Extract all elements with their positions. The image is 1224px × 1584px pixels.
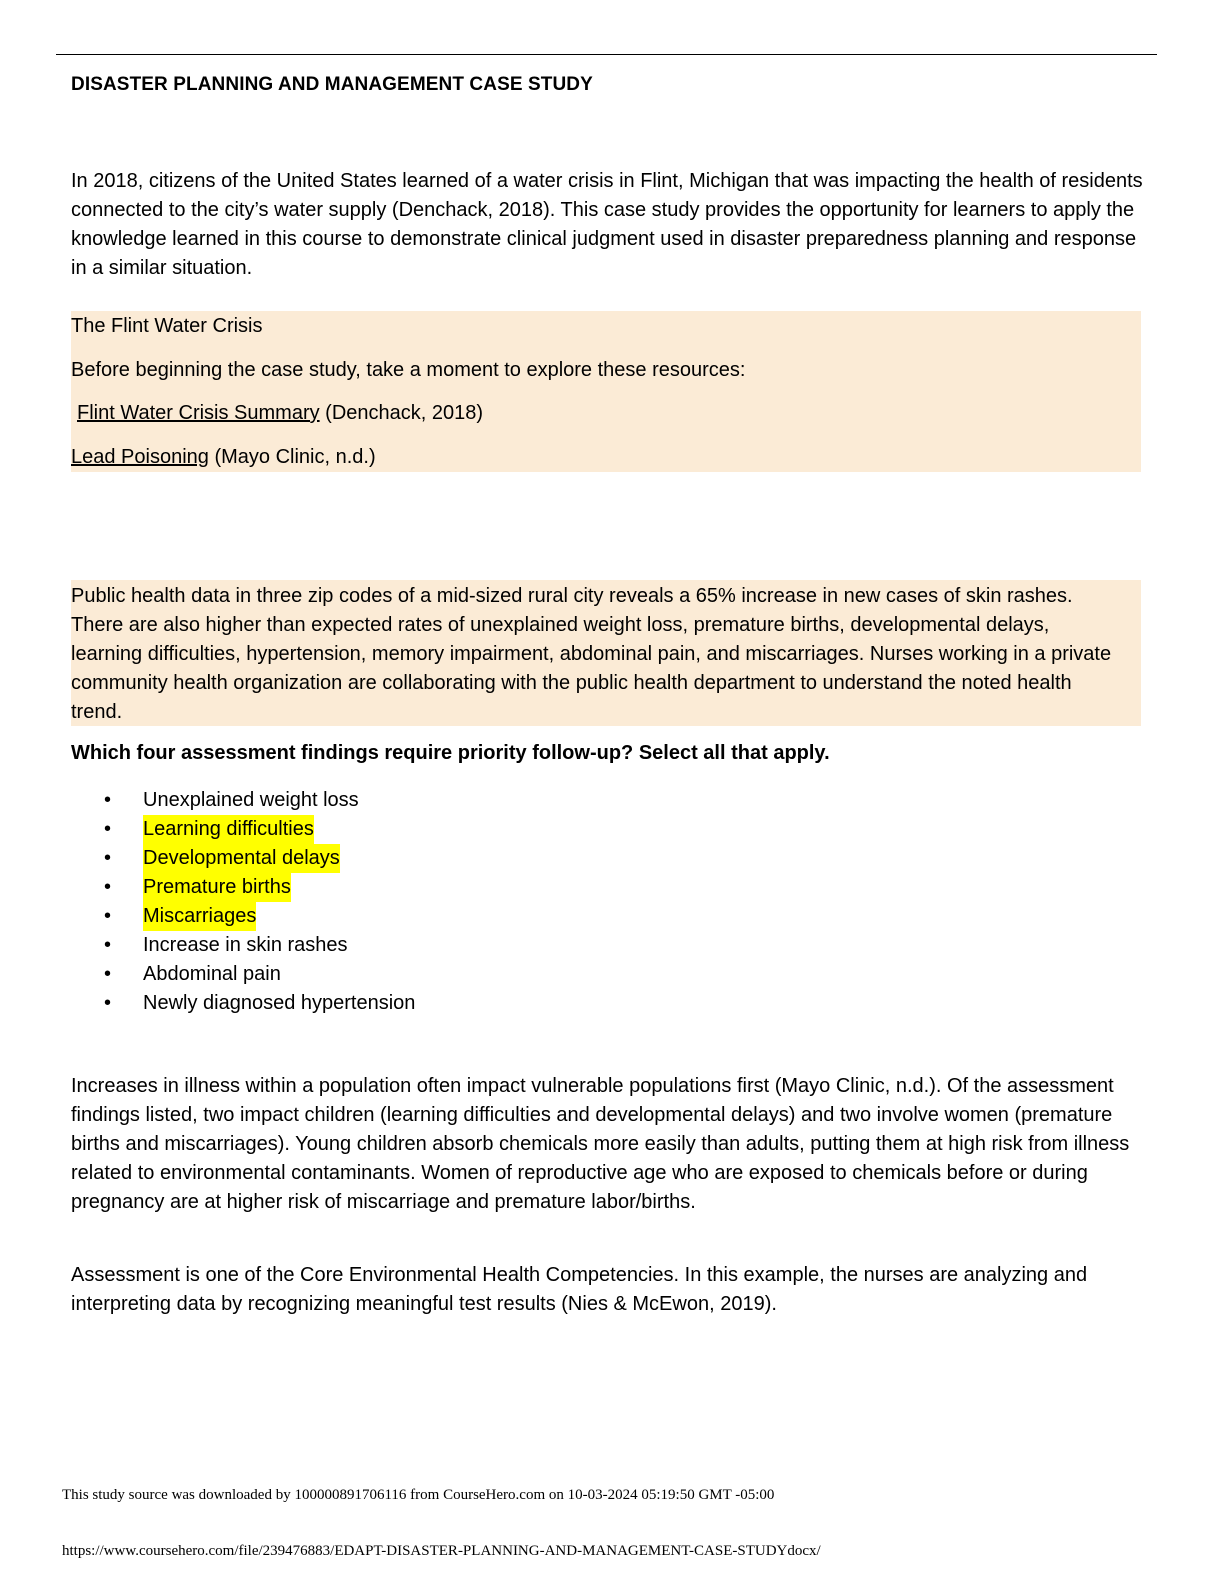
- question-prompt: Which four assessment findings require priority follow-up? Select all that apply.: [71, 742, 830, 764]
- bullet-icon: •: [104, 847, 112, 869]
- resources-instruction: Before beginning the case study, take a moment to explore these resources:: [71, 359, 746, 381]
- bullet-icon: •: [104, 905, 112, 927]
- option-developmental-delays: Developmental delays: [143, 844, 340, 873]
- bullet-icon: •: [104, 789, 112, 811]
- option-abdominal-pain: Abdominal pain: [143, 963, 281, 985]
- rationale-paragraph-2: Assessment is one of the Core Environmental Health Competencies. In this example, the nurses are analyzing and interpreting data by recognizing meaningful test results (Nies & McEwon, 2019).: [71, 1264, 1088, 1315]
- bullet-icon: •: [104, 818, 112, 840]
- lead-poisoning-citation: (Mayo Clinic, n.d.): [208, 446, 376, 468]
- resource-item-lead-poisoning: [71, 443, 376, 472]
- scenario-text: Public health data in three zip codes of a mid-sized rural city reveals a 65% increase in new cases of skin rashes. There are also higher than expected rates of unexplained weight loss, premature births, developmental delays, learning difficulties, hypertension, memory impairment, abdominal pain, and miscarriages. Nurses working in a private community health organization are collaborating with the public health department to understand the noted health trend.: [71, 585, 1112, 723]
- scenario-box: [71, 580, 1141, 726]
- top-divider: [56, 54, 1157, 55]
- resources-heading: The Flint Water Crisis: [71, 315, 263, 337]
- option-miscarriages: Miscarriages: [143, 902, 256, 931]
- bullet-icon: •: [104, 963, 112, 985]
- option-hypertension: Newly diagnosed hypertension: [143, 992, 416, 1014]
- flint-summary-link[interactable]: Flint Water Crisis Summary: [77, 402, 320, 424]
- flint-summary-citation: (Denchack, 2018): [319, 402, 484, 424]
- option-premature-births: Premature births: [143, 873, 291, 902]
- bullet-icon: •: [104, 876, 112, 898]
- bullet-icon: •: [104, 934, 112, 956]
- option-unexplained-weight-loss: Unexplained weight loss: [143, 789, 359, 811]
- footer-url[interactable]: https://www.coursehero.com/file/239476883/EDAPT-DISASTER-PLANNING-AND-MANAGEMENT-CASE-STUDYdocx/: [62, 1543, 821, 1559]
- document-title: DISASTER PLANNING AND MANAGEMENT CASE STUDY: [71, 74, 593, 95]
- resource-item-flint-summary: [77, 399, 483, 428]
- intro-paragraph: In 2018, citizens of the United States learned of a water crisis in Flint, Michigan that was impacting the health of residents connected to the city’s water supply (Denchack, 2018). This case study provides the opportunity for learners to apply the knowledge learned in this course to demonstrate clinical judgment used in disaster preparedness planning and response in a similar situation.: [71, 170, 1143, 279]
- bullet-icon: •: [104, 992, 112, 1014]
- option-skin-rashes: Increase in skin rashes: [143, 934, 348, 956]
- lead-poisoning-link[interactable]: Lead Poisoning: [71, 446, 209, 468]
- resources-box: [71, 311, 1141, 472]
- rationale-paragraph-1: Increases in illness within a population often impact vulnerable populations first (Mayo Clinic, n.d.). Of the assessment findings listed, two impact children (learning difficulties and developmental delays) and two involve women (premature births and miscarriages). Young children absorb chemicals more easily than adults, putting them at high risk from illness related to environmental contaminants. Women of reproductive age who are exposed to chemicals before or during pregnancy are at higher risk of miscarriage and premature labor/births.: [71, 1075, 1130, 1213]
- option-learning-difficulties: Learning difficulties: [143, 815, 314, 844]
- footer-source-line: This study source was downloaded by 100000891706116 from CourseHero.com on 10-03-2024 05:19:50 GMT -05:00: [62, 1487, 775, 1503]
